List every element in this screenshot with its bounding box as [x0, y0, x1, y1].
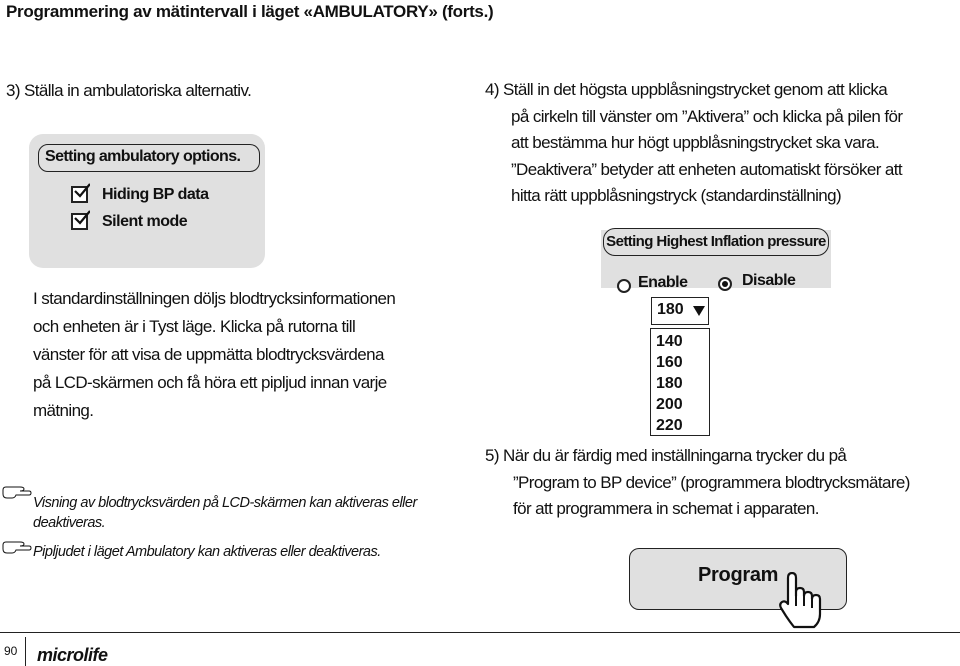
step3-body-line: på LCD-skärmen och få höra ett pipljud innan varje	[33, 373, 387, 392]
pressure-option[interactable]: 220	[656, 417, 683, 434]
disable-radio[interactable]	[718, 277, 732, 291]
silent-mode-label: Silent mode	[102, 213, 188, 230]
footer-separator	[25, 637, 26, 666]
step4-line: på cirkeln till vänster om ”Aktivera” och klicka på pilen för	[511, 106, 903, 126]
silent-mode-checkbox[interactable]	[71, 213, 88, 230]
disable-label: Disable	[742, 272, 796, 289]
chevron-down-icon[interactable]	[693, 306, 705, 316]
enable-label: Enable	[638, 274, 688, 291]
enable-radio[interactable]	[617, 279, 631, 293]
step5-text	[485, 443, 910, 523]
pressure-option[interactable]: 200	[656, 396, 683, 413]
step4-line: att bestämma hur högt uppblåsningstrycket ska vara.	[511, 133, 880, 152]
note1-line1: Visning av blodtrycksvärden på LCD-skärmen kan aktiveras eller	[33, 495, 417, 511]
step5-line: 5) När du är färdig med inställningarna trycker du på	[485, 446, 847, 465]
page-title: Programmering av mätintervall i läget «AMBULATORY» (forts.)	[6, 2, 494, 21]
program-button-label: Program	[698, 564, 779, 586]
step4-text	[485, 77, 902, 210]
step4-line: hitta rätt uppblåsningstryck (standardinställning)	[511, 186, 842, 205]
check-icon	[72, 210, 90, 228]
step3-heading: 3) Ställa in ambulatoriska alternativ.	[6, 81, 252, 100]
hiding-bp-label: Hiding BP data	[102, 186, 209, 203]
note1-line2: deaktiveras.	[33, 515, 106, 531]
step4-line: ”Deaktivera” betyder att enheten automatiskt försöker att	[511, 159, 903, 179]
pointing-hand-icon	[2, 484, 32, 500]
step4-line: 4) Ställ in det högsta uppblåsningstrycket genom att klicka	[485, 80, 888, 99]
pressure-selected-value: 180	[657, 301, 684, 318]
step3-body-line: vänster för att visa de uppmätta blodtrycksvärdena	[33, 345, 384, 364]
page-number: 90	[4, 644, 18, 658]
step5-line: för att programmera in schemat i apparaten.	[513, 499, 819, 518]
pointing-hand-icon	[2, 539, 32, 555]
pressure-option[interactable]: 160	[656, 354, 683, 371]
hand-cursor-icon	[778, 572, 836, 632]
note2: Pipljudet i läget Ambulatory kan aktiveras eller deaktiveras.	[33, 544, 381, 560]
pressure-option[interactable]: 180	[656, 375, 683, 392]
check-icon	[72, 183, 90, 201]
ambulatory-options-title: Setting ambulatory options.	[38, 144, 260, 172]
step5-line: ”Program to BP device” (programmera blodtrycksmätare)	[513, 472, 910, 492]
step3-body-line: I standardinställningen döljs blodtrycksinformationen	[33, 289, 396, 308]
hiding-bp-checkbox[interactable]	[71, 186, 88, 203]
step3-body	[33, 285, 395, 425]
footer-divider	[0, 632, 960, 633]
step3-body-line: och enheten är i Tyst läge. Klicka på rutorna till	[33, 317, 356, 336]
inflation-pressure-title: Setting Highest Inflation pressure	[603, 228, 829, 256]
pressure-option[interactable]: 140	[656, 333, 683, 350]
brand-logo: microlife	[37, 645, 108, 665]
pressure-options	[656, 331, 683, 436]
step3-body-line: mätning.	[33, 401, 94, 420]
